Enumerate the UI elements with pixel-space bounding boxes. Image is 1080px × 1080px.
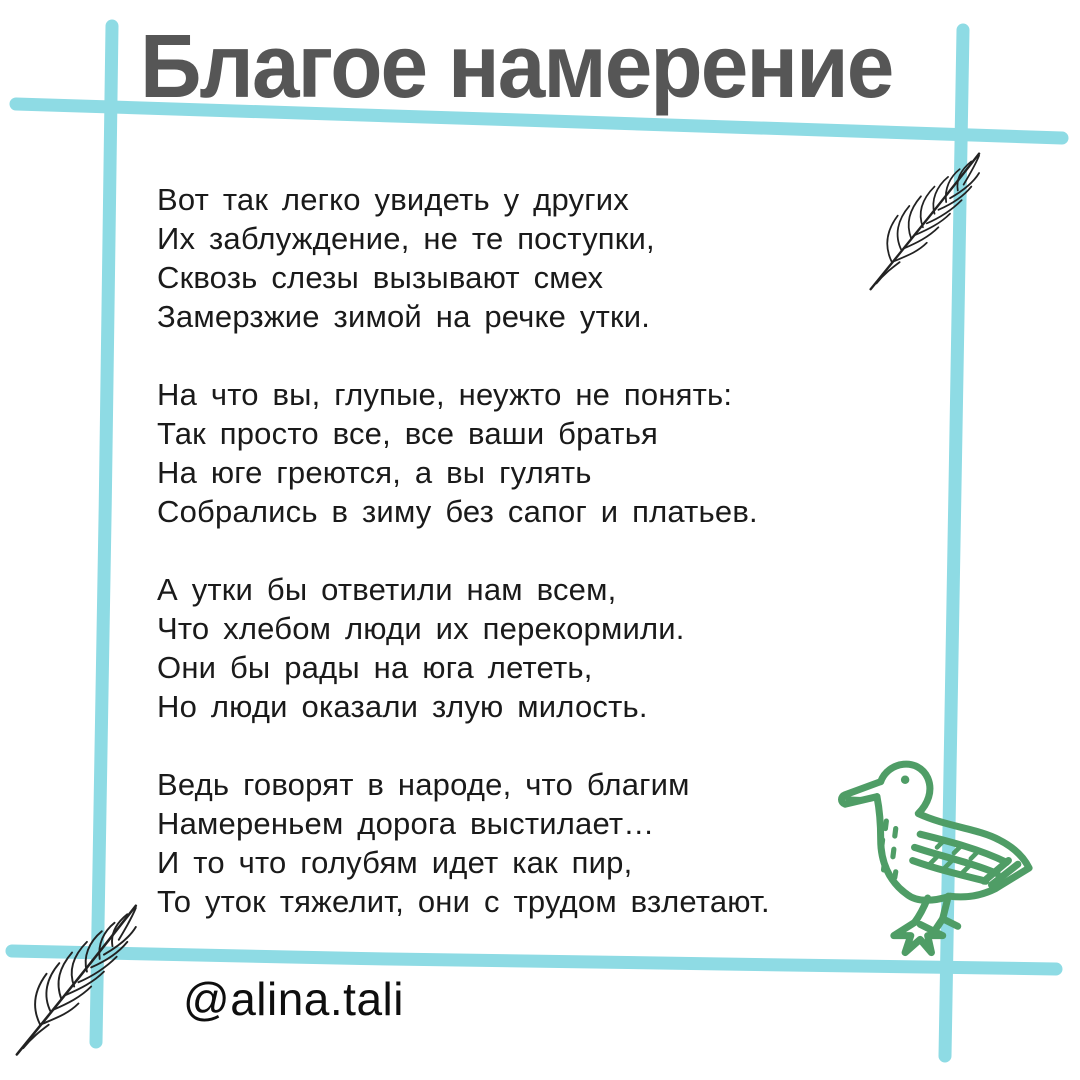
poem-line: И то что голубям идет как пир,: [157, 845, 633, 880]
page-title: Благое намерение: [140, 17, 893, 117]
poem-line: Так просто все, все ваши братья: [157, 416, 659, 451]
poem-line: Собрались в зиму без сапог и платьев.: [157, 494, 758, 529]
poem-stanza: [157, 570, 770, 726]
duck-icon: [830, 740, 1046, 966]
poem-line: Ведь говорят в народе, что благим: [157, 767, 690, 802]
poem-line: Вот так легко увидеть у других: [157, 182, 629, 217]
poem-line: Их заблуждение, не те поступки,: [157, 221, 655, 256]
poem-line: На юге греются, а вы гулять: [157, 455, 592, 490]
author-handle: @alina.tali: [183, 973, 404, 1025]
poem-line: Сквозь слезы вызывают смех: [157, 260, 604, 295]
poem-line: То уток тяжелит, они с трудом взлетают.: [157, 884, 770, 919]
poem-line: А утки бы ответили нам всем,: [157, 572, 617, 607]
poem-text: [157, 180, 770, 960]
feather-icon: [853, 142, 1018, 297]
poem-line: Они бы рады на юга лететь,: [157, 650, 593, 685]
poem-line: Намереньем дорога выстилает…: [157, 806, 655, 841]
poem-stanza: [157, 375, 770, 531]
poem-line: Замерзжие зимой на речке утки.: [157, 299, 651, 334]
feather-icon: [8, 893, 168, 1063]
poem-line: Что хлебом люди их перекормили.: [157, 611, 685, 646]
poem-line: На что вы, глупые, неужто не понять:: [157, 377, 733, 412]
poem-line: Но люди оказали злую милость.: [157, 689, 648, 724]
poem-stanza: [157, 765, 770, 921]
poem-stanza: [157, 180, 770, 336]
frame-line-left: [96, 26, 112, 1042]
